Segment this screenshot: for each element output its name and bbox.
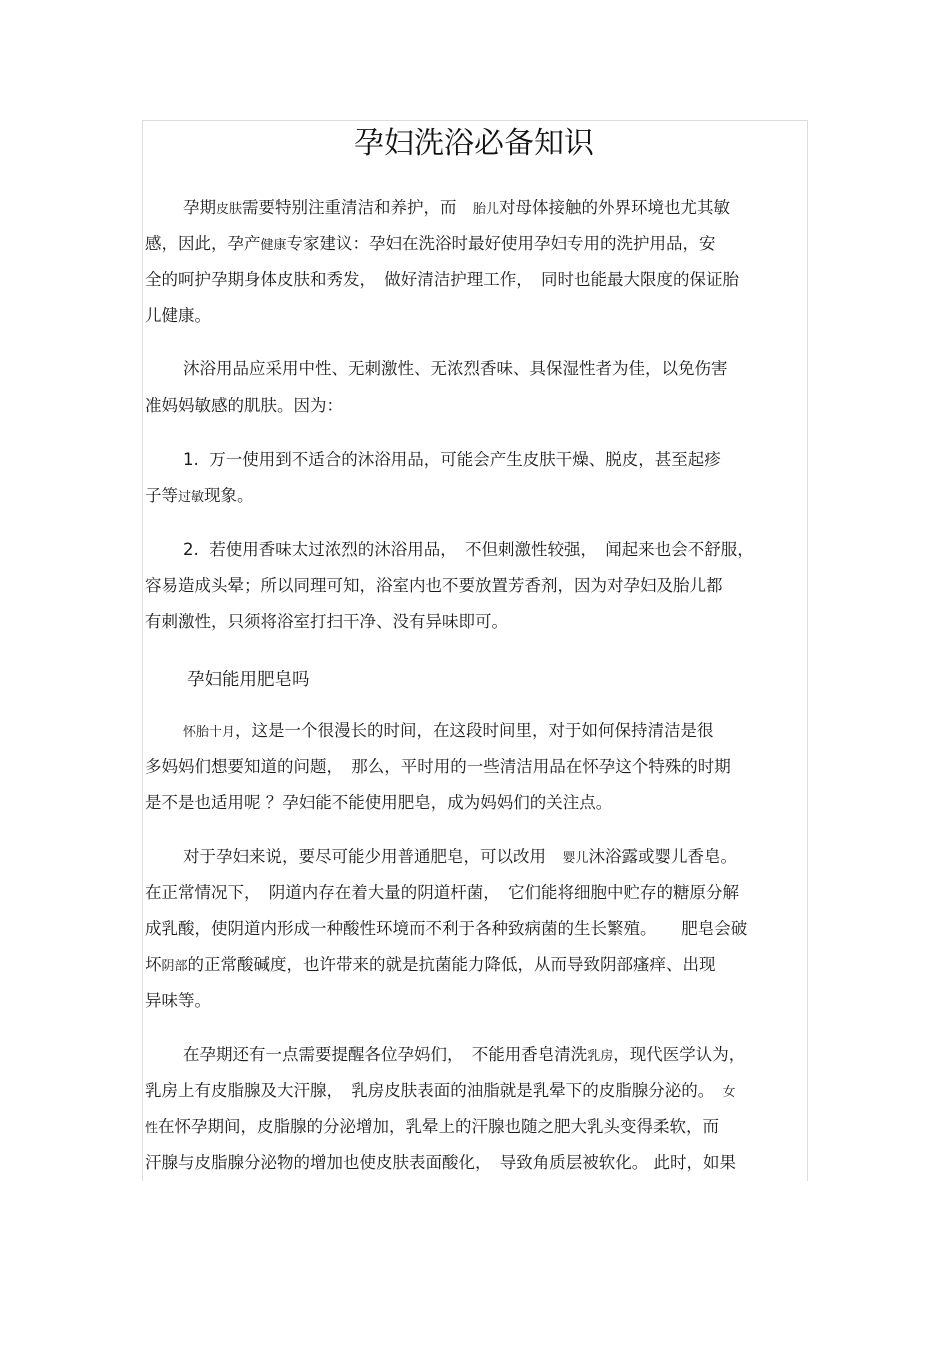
paragraph-line: 全的呵护孕期身体皮肤和秀发， 做好清洁护理工作， 同时也能最大限度的保证胎	[145, 270, 739, 289]
paragraph-line: 儿健康。	[145, 306, 211, 325]
list-item-line: 子等过敏现象。	[145, 486, 254, 505]
paragraph-line: 坏阴部的正常酸碱度，也许带来的就是抗菌能力降低，从而导致阴部瘙痒、出现	[145, 955, 716, 974]
paragraph-line: 对于孕妇来说，要尽可能少用普通肥皂，可以改用 婴儿沐浴露或婴儿香皂。	[183, 847, 738, 866]
list-item-line: 1. 万一使用到不适合的沐浴用品，可能会产生皮肤干燥、脱皮，甚至起疹	[183, 450, 721, 469]
paragraph-line: 准妈妈敏感的肌肤。因为：	[145, 396, 343, 415]
paragraph-line: 异味等。	[145, 991, 211, 1010]
paragraph-line: 怀胎十月，这是一个很漫长的时间，在这段时间里，对于如何保持清洁是很	[183, 721, 714, 740]
document-title: 孕妇洗浴必备知识	[354, 126, 594, 161]
paragraph-line: 多妈妈们想要知道的问题， 那么，平时用的一些清洁用品在怀孕这个特殊的时期	[145, 757, 731, 776]
list-item-line: 有刺激性，只须将浴室打扫干净、没有异味即可。	[145, 612, 508, 631]
paragraph-line: 性在怀孕期间，皮脂腺的分泌增加，乳晕上的汗腺也随之肥大乳头变得柔软，而	[145, 1117, 720, 1136]
paragraph-line: 感，因此，孕产健康专家建议：孕妇在洗浴时最好使用孕妇专用的洗护用品，安	[145, 234, 716, 253]
paragraph-line: 在孕期还有一点需要提醒各位孕妈们， 不能用香皂清洗乳房，现代医学认为，	[183, 1045, 746, 1064]
paragraph-line: 成乳酸，使阴道内形成一种酸性环境而不利于各种致病菌的生长繁殖。 肥皂会破	[145, 919, 748, 938]
list-item-line: 容易造成头晕；所以同理可知，浴室内也不要放置芳香剂，因为对孕妇及胎儿都	[145, 576, 723, 595]
paragraph-line: 是不是也适用呢 ？孕妇能不能使用肥皂，成为妈妈们的关注点。	[145, 793, 613, 812]
paragraph-line: 孕期皮肤需要特别注重清洁和养护，而 胎儿对母体接触的外界环境也尤其敏	[183, 198, 731, 217]
paragraph-line: 沐浴用品应采用中性、无刺激性、无浓烈香味、具保湿性者为佳，以免伤害	[183, 359, 728, 378]
section-heading: 孕妇能用肥皂吗	[187, 670, 310, 690]
paragraph-line: 汗腺与皮脂腺分泌物的增加也使皮肤表面酸化， 导致角质层被软化。 此时，如果	[145, 1153, 736, 1172]
paragraph-line: 在正常情况下， 阴道内存在着大量的阴道杆菌， 它们能将细胞中贮存的糖原分解	[145, 883, 739, 902]
list-item-line: 2. 若使用香味太过浓烈的沐浴用品， 不但刺激性较强， 闻起来也会不舒服，	[183, 540, 754, 559]
paragraph-line: 乳房上有皮脂腺及大汗腺， 乳房皮肤表面的油脂就是乳晕下的皮脂腺分泌的。 女	[145, 1081, 736, 1100]
